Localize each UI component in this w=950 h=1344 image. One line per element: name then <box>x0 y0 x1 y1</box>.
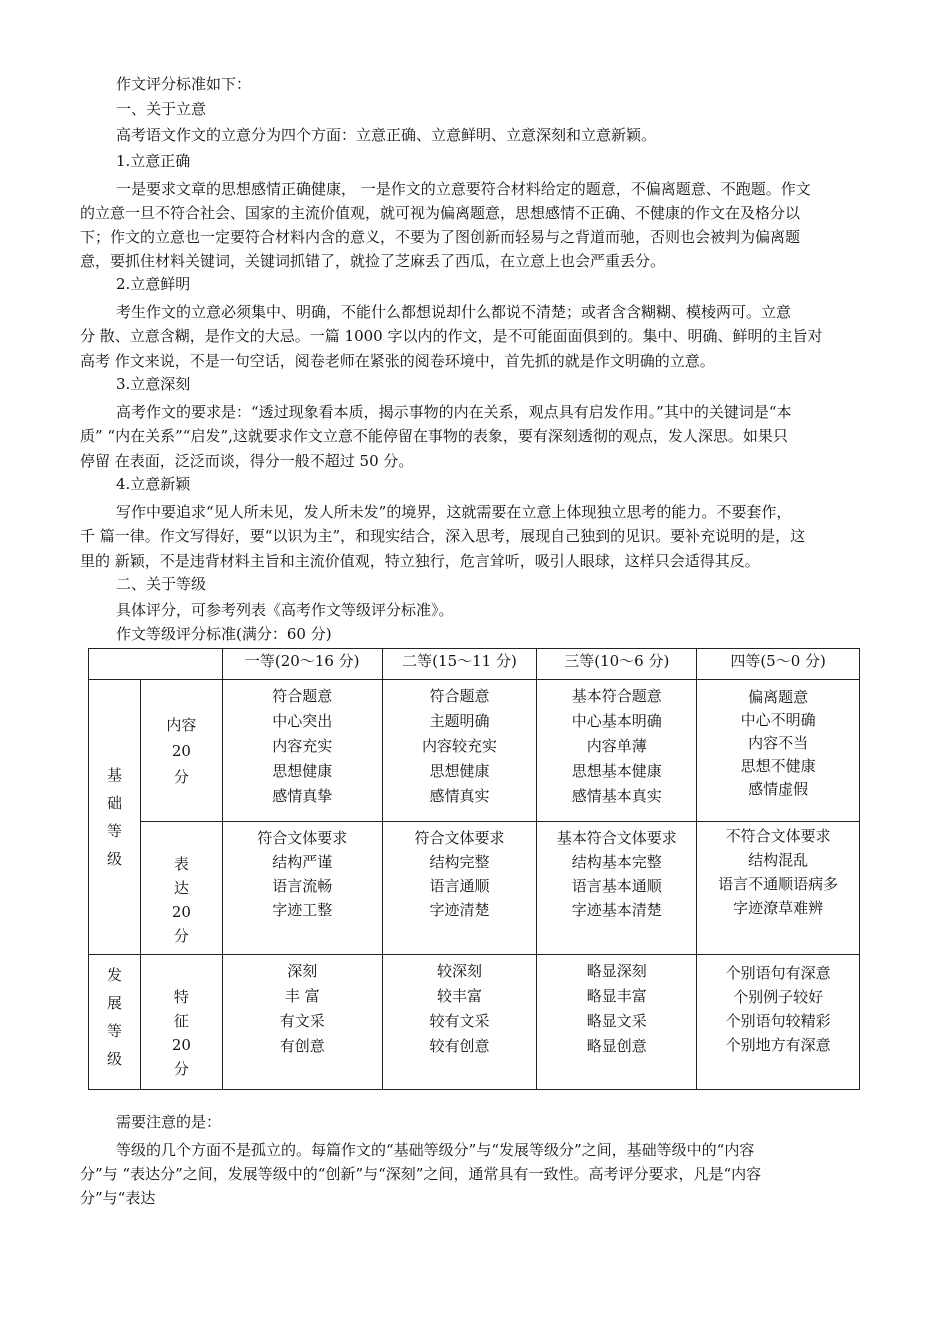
item3-line-2: 质” “内在关系”“启发”,这就要求作文立意不能停留在事物的表象，要有深刻透彻的观点，发人深思。如果只 <box>80 427 788 445</box>
cell-content-grade-1 <box>222 680 382 822</box>
item4-line-1: 写作中要追求“见人所未见，发人所未发”的境界，这就需要在立意上体现独立思考的能力。不要套作， <box>116 503 792 521</box>
table-row-content <box>89 680 860 822</box>
cell-content-grade-2 <box>382 680 537 822</box>
expression-grade-4-text: 不符合文体要求 结构混乱 语言不通顺语病多 字迹潦草难辨 <box>718 827 839 917</box>
cell-feature-grade-3 <box>537 955 697 1090</box>
grading-table <box>88 648 860 1090</box>
cell-feature-grade-1 <box>222 955 382 1090</box>
cell-expression-grade-2 <box>382 822 537 955</box>
note-line-2: 分”与 “表达分”之间，发展等级中的“创新”与“深刻”之间，通常具有一致性。高考评分要求，凡是“内容 <box>80 1165 762 1183</box>
row-content-label <box>140 680 222 822</box>
note-line-1: 等级的几个方面不是孤立的。每篇作文的“基础等级分”与“发展等级分”之间，基础等级中的“内容 <box>116 1141 755 1159</box>
item3-line-3: 停留 在表面，泛泛而谈，得分一般不超过 50 分。 <box>80 452 414 470</box>
group-dev-text: 发 展 等 级 <box>106 966 122 1068</box>
cell-expression-grade-4 <box>697 822 860 955</box>
expression-grade-2-text: 符合文体要求 结构完整 语言通顺 字迹清楚 <box>414 829 505 919</box>
section2-reference: 具体评分，可参考列表《高考作文等级评分标准》。 <box>116 601 454 619</box>
table-corner-cell <box>89 649 223 680</box>
expression-grade-1-text: 符合文体要求 结构严谨 语言流畅 字迹工整 <box>257 829 348 919</box>
item3-line-1: 高考作文的要求是：“透过现象看本质，揭示事物的内在关系，观点具有启发作用。”其中的关键词是“本 <box>116 403 792 421</box>
feature-grade-2-text: 较深刻 较丰富 较有文采 较有创意 <box>429 962 490 1055</box>
note-line-3: 分”与“表达 <box>80 1189 156 1207</box>
item1-line-4: 意，要抓住材料关键词，关键词抓错了，就捡了芝麻丢了西瓜，在立意上也会严重丢分。 <box>80 252 666 270</box>
table-header-row <box>89 649 860 680</box>
item1-line-1: 一是要求文章的思想感情正确健康， 一是作文的立意要符合材料给定的题意，不偏离题意、不跑题。作文 <box>116 180 811 198</box>
header-grade-1: 一等(20～16 分) <box>222 649 382 680</box>
content-grade-2-text: 符合题意 主题明确 内容较充实 思想健康 感情真实 <box>422 687 498 805</box>
content-grade-1-text: 符合题意 中心突出 内容充实 思想健康 感情真挚 <box>272 687 333 805</box>
group-basic-text: 基 础 等 级 <box>106 766 122 868</box>
expression-grade-3-text: 基本符合文体要求 结构基本完整 语言基本通顺 字迹基本清楚 <box>556 829 677 919</box>
cell-feature-grade-2 <box>382 955 537 1090</box>
item4-line-3: 里的 新颖，不是违背材料主旨和主流价值观，特立独行，危言耸听，吸引人眼球，这样只会适得其反。 <box>80 552 760 570</box>
item3-title: 3.立意深刻 <box>116 375 191 393</box>
row-content-text: 内容 20 分 <box>166 715 197 786</box>
item1-title: 1.立意正确 <box>116 152 191 170</box>
item2-line-1: 考生作文的立意必须集中、明确，不能什么都想说却什么都说不清楚；或者含含糊糊、模棱两可。立意 <box>116 303 792 321</box>
table-row-feature <box>89 955 860 1090</box>
header-grade-3: 三等(10～6 分) <box>537 649 697 680</box>
group-basic-label <box>89 680 141 955</box>
content-grade-4-text: 偏离题意 中心不明确 内容不当 思想不健康 感情虚假 <box>740 688 816 798</box>
item1-line-2: 的立意一旦不符合社会、国家的主流价值观，就可视为偏离题意，思想感情不正确、不健康的作文在及格分以 <box>80 204 801 222</box>
row-expression-label <box>140 822 222 955</box>
table-caption: 作文等级评分标准(满分：60 分) <box>116 625 332 643</box>
row-feature-label <box>140 955 222 1090</box>
feature-grade-1-text: 深刻 丰 富 有文采 有创意 <box>279 962 325 1055</box>
item2-line-2: 分 散、立意含糊，是作文的大忌。一篇 1000 字以内的作文，是不可能面面俱到的。集中、明确、鲜明的主旨对 <box>80 327 823 345</box>
item2-title: 2.立意鲜明 <box>116 275 191 293</box>
intro-line: 作文评分标准如下： <box>116 75 252 93</box>
cell-feature-grade-4 <box>697 955 860 1090</box>
content-grade-3-text: 基本符合题意 中心基本明确 内容单薄 思想基本健康 感情基本真实 <box>571 687 662 805</box>
row-feature-text: 特 征 20 分 <box>171 988 191 1078</box>
item2-line-3: 高考 作文来说，不是一句空话，阅卷老师在紧张的阅卷环境中，首先抓的就是作文明确的立意。 <box>80 352 715 370</box>
note-title: 需要注意的是： <box>116 1113 222 1131</box>
row-expression-text: 表 达 20 分 <box>171 855 191 945</box>
cell-content-grade-4 <box>697 680 860 822</box>
item4-title: 4.立意新颖 <box>116 475 191 493</box>
cell-expression-grade-3 <box>537 822 697 955</box>
cell-content-grade-3 <box>537 680 697 822</box>
feature-grade-3-text: 略显深刻 略显丰富 略显文采 略显创意 <box>586 962 647 1055</box>
feature-grade-4-text: 个别语句有深意 个别例子较好 个别语句较精彩 个别地方有深意 <box>725 964 831 1054</box>
header-grade-4: 四等(5～0 分) <box>697 649 860 680</box>
section2-title: 二、关于等级 <box>116 575 207 593</box>
table-row-expression <box>89 822 860 955</box>
group-dev-label <box>89 955 141 1090</box>
section1-title: 一、关于立意 <box>116 100 207 118</box>
section1-summary: 高考语文作文的立意分为四个方面：立意正确、立意鲜明、立意深刻和立意新颖。 <box>116 126 657 144</box>
cell-expression-grade-1 <box>222 822 382 955</box>
item1-line-3: 下；作文的立意也一定要符合材料内含的意义，不要为了图创新而轻易与之背道而驰，否则也会被判为偏离题 <box>80 228 801 246</box>
item4-line-2: 千 篇一律。作文写得好，要“以识为主”，和现实结合，深入思考，展现自己独到的见识。要补充说明的是，这 <box>80 527 806 545</box>
header-grade-2: 二等(15～11 分) <box>382 649 537 680</box>
